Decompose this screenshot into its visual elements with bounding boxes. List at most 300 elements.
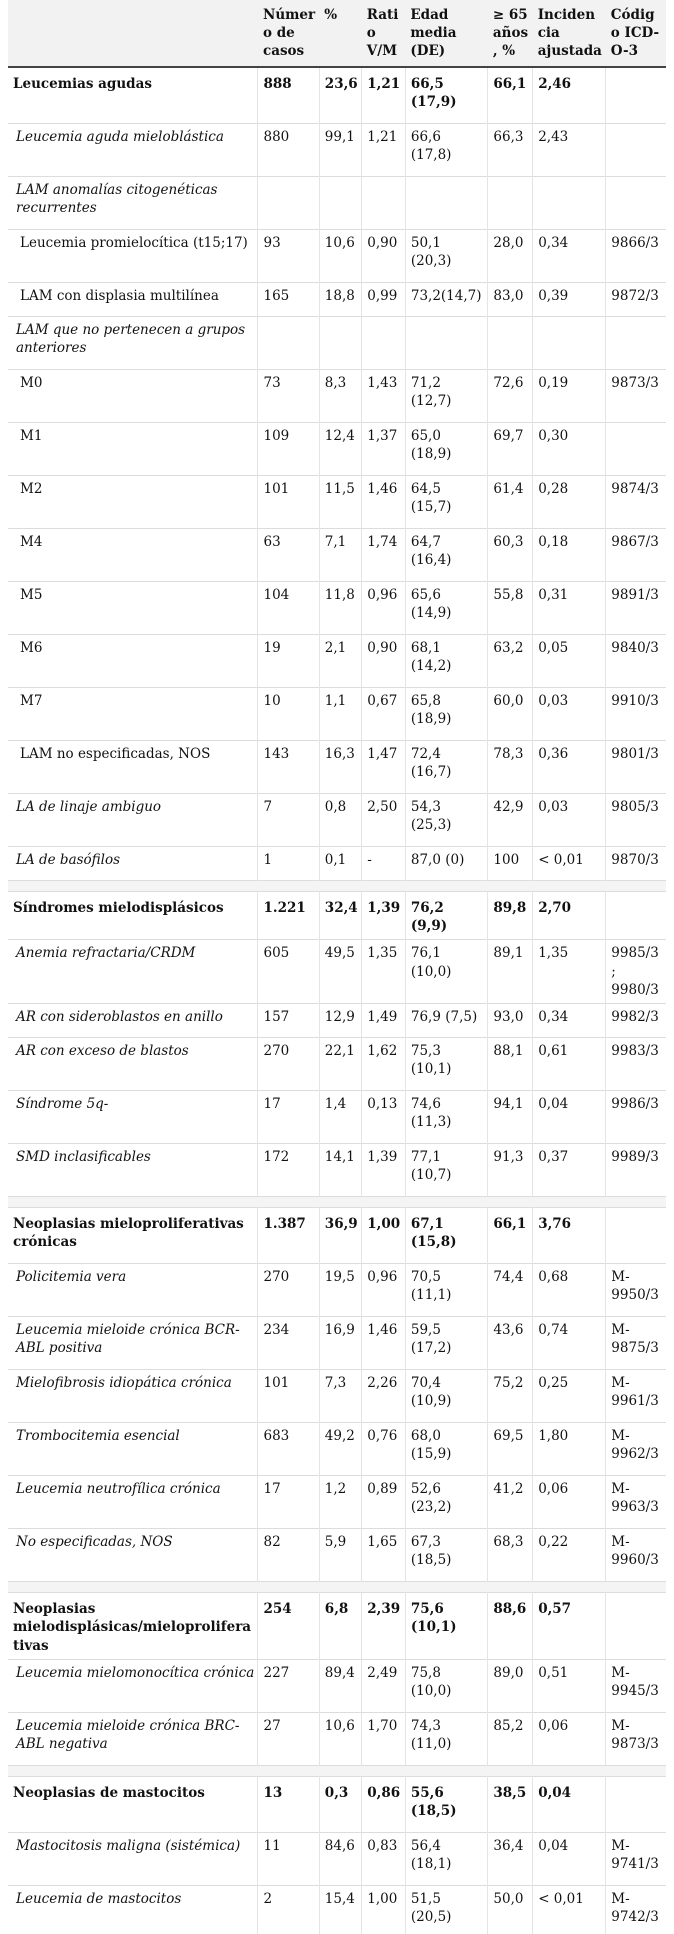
cell-percent: 1,2 [319, 1476, 361, 1529]
cell-icd-code: 9805/3 [606, 794, 666, 847]
table-row [8, 582, 666, 635]
cell-cases: 605 [258, 940, 319, 1004]
cell-over-65: 36,4 [488, 1832, 533, 1885]
cell-ratio: 2,26 [362, 1370, 406, 1423]
cell-cases: 270 [258, 1038, 319, 1091]
cell-percent: 2,1 [319, 635, 361, 688]
cell-ratio: 1,37 [362, 423, 406, 476]
cell-ratio: 0,96 [362, 1264, 406, 1317]
cell-icd-code: M-9963/3 [606, 1476, 666, 1529]
cell-icd-code: 9866/3 [606, 230, 666, 283]
cell-category: M2 [8, 476, 258, 529]
cell-incidence: 0,22 [533, 1529, 606, 1582]
cell-icd-code: M-9961/3 [606, 1370, 666, 1423]
cell-ratio: 1,39 [362, 892, 406, 940]
cell-over-65: 88,1 [488, 1038, 533, 1091]
cell-incidence: 2,70 [533, 892, 606, 940]
cell-cases: 93 [258, 230, 319, 283]
cell-ratio: 1,39 [362, 1144, 406, 1197]
spacer-cell [8, 1197, 666, 1208]
cell-category: LA de basófilos [8, 847, 258, 881]
cell-category: M5 [8, 582, 258, 635]
cell-percent: 8,3 [319, 370, 361, 423]
cell-percent: 18,8 [319, 283, 361, 317]
cell-category: LAM no especificadas, NOS [8, 741, 258, 794]
cell-cases: 165 [258, 283, 319, 317]
cell-over-65: 60,3 [488, 529, 533, 582]
cell-icd-code: 9870/3 [606, 847, 666, 881]
cell-over-65: 93,0 [488, 1004, 533, 1038]
cell-incidence: 2,43 [533, 124, 606, 177]
cell-over-65: 72,6 [488, 370, 533, 423]
cell-over-65: 85,2 [488, 1712, 533, 1765]
table-row [8, 1038, 666, 1091]
cell-incidence: 0,34 [533, 230, 606, 283]
table-row [8, 476, 666, 529]
cell-cases: 82 [258, 1529, 319, 1582]
cell-incidence: 0,37 [533, 1144, 606, 1197]
cell-mean-age: 65,0 (18,9) [405, 423, 488, 476]
cell-ratio: 1,62 [362, 1038, 406, 1091]
spacer-cell [8, 1582, 666, 1593]
cell-cases: 270 [258, 1264, 319, 1317]
cell-incidence: 0,25 [533, 1370, 606, 1423]
cell-mean-age: 71,2 (12,7) [405, 370, 488, 423]
cell-over-65: 69,5 [488, 1423, 533, 1476]
cell-ratio: 1,00 [362, 1885, 406, 1934]
cell-icd-code: M-9873/3 [606, 1712, 666, 1765]
cell-cases: 234 [258, 1317, 319, 1370]
cell-mean-age: 68,1 (14,2) [405, 635, 488, 688]
cell-ratio: 0,99 [362, 283, 406, 317]
cell-over-65: 55,8 [488, 582, 533, 635]
cell-ratio: 1,35 [362, 940, 406, 1004]
cell-ratio: 2,50 [362, 794, 406, 847]
cell-category: Trombocitemia esencial [8, 1423, 258, 1476]
cell-percent: 6,8 [319, 1593, 361, 1660]
cell-incidence: 0,30 [533, 423, 606, 476]
cell-percent: 7,3 [319, 1370, 361, 1423]
cell-percent: 89,4 [319, 1659, 361, 1712]
cell-mean-age: 67,3 (18,5) [405, 1529, 488, 1582]
cell-over-65 [488, 177, 533, 230]
cell-ratio: 1,46 [362, 476, 406, 529]
cell-over-65: 38,5 [488, 1776, 533, 1832]
cell-category: LAM anomalías citogenéticas recurrentes [8, 177, 258, 230]
cell-cases: 13 [258, 1776, 319, 1832]
cell-cases [258, 177, 319, 230]
cell-percent: 19,5 [319, 1264, 361, 1317]
cell-cases: 1 [258, 847, 319, 881]
cell-ratio: 1,00 [362, 1208, 406, 1264]
cell-over-65: 78,3 [488, 741, 533, 794]
cell-over-65: 43,6 [488, 1317, 533, 1370]
table-row [8, 423, 666, 476]
cell-mean-age: 74,3 (11,0) [405, 1712, 488, 1765]
cell-percent: 5,9 [319, 1529, 361, 1582]
cell-category: Leucemia mieloide crónica BRC-ABL negativa [8, 1712, 258, 1765]
cell-percent: 16,3 [319, 741, 361, 794]
cell-over-65: 28,0 [488, 230, 533, 283]
cell-percent: 99,1 [319, 124, 361, 177]
cell-category: Policitemia vera [8, 1264, 258, 1317]
table-row [8, 794, 666, 847]
cell-icd-code: 9985/3; 9980/3 [606, 940, 666, 1004]
table-row [8, 317, 666, 370]
group-row [8, 67, 666, 124]
table-row [8, 1317, 666, 1370]
cell-incidence: 0,34 [533, 1004, 606, 1038]
cell-incidence [533, 317, 606, 370]
cell-ratio: 0,67 [362, 688, 406, 741]
cell-percent: 11,8 [319, 582, 361, 635]
cell-incidence: 0,51 [533, 1659, 606, 1712]
cell-mean-age: 55,6 (18,5) [405, 1776, 488, 1832]
cell-mean-age: 76,9 (7,5) [405, 1004, 488, 1038]
cell-cases: 227 [258, 1659, 319, 1712]
cell-percent: 32,4 [319, 892, 361, 940]
group-row [8, 1593, 666, 1660]
cell-percent: 84,6 [319, 1832, 361, 1885]
cell-cases: 7 [258, 794, 319, 847]
cell-cases: 143 [258, 741, 319, 794]
cell-mean-age: 67,1 (15,8) [405, 1208, 488, 1264]
table-row [8, 1885, 666, 1934]
cell-ratio [362, 177, 406, 230]
section-spacer [8, 1765, 666, 1776]
cell-ratio: 0,90 [362, 230, 406, 283]
cell-over-65: 75,2 [488, 1370, 533, 1423]
data-table-container [8, 0, 666, 1934]
cell-over-65: 66,3 [488, 124, 533, 177]
cell-icd-code: M-9875/3 [606, 1317, 666, 1370]
cell-category: Neoplasias de mastocitos [8, 1776, 258, 1832]
cell-incidence: < 0,01 [533, 847, 606, 881]
table-row [8, 230, 666, 283]
cell-category: Neoplasias mieloproliferativas crónicas [8, 1208, 258, 1264]
header-cell-over-65: ≥ 65 años, % [488, 0, 533, 67]
cell-icd-code: M-9945/3 [606, 1659, 666, 1712]
cell-ratio: 1,21 [362, 124, 406, 177]
table-row [8, 1529, 666, 1582]
spacer-cell [8, 881, 666, 892]
cell-cases: 10 [258, 688, 319, 741]
table-row [8, 1091, 666, 1144]
cell-mean-age: 64,7 (16,4) [405, 529, 488, 582]
cell-over-65: 74,4 [488, 1264, 533, 1317]
cell-over-65: 83,0 [488, 283, 533, 317]
cell-mean-age [405, 317, 488, 370]
cell-percent: 12,9 [319, 1004, 361, 1038]
table-body [8, 67, 666, 1934]
cell-mean-age: 65,6 (14,9) [405, 582, 488, 635]
cell-incidence: 1,35 [533, 940, 606, 1004]
cell-cases: 27 [258, 1712, 319, 1765]
table-row [8, 283, 666, 317]
cell-incidence: 3,76 [533, 1208, 606, 1264]
cell-ratio [362, 317, 406, 370]
cell-icd-code [606, 1208, 666, 1264]
header-cell-cases: Número de casos [258, 0, 319, 67]
header-cell-percent: % [319, 0, 361, 67]
cell-incidence: 0,61 [533, 1038, 606, 1091]
cell-incidence: 0,06 [533, 1712, 606, 1765]
cell-mean-age: 56,4 (18,1) [405, 1832, 488, 1885]
cell-category: LA de linaje ambiguo [8, 794, 258, 847]
cell-cases [258, 317, 319, 370]
cell-percent: 1,4 [319, 1091, 361, 1144]
table-row [8, 1423, 666, 1476]
cell-ratio: 0,13 [362, 1091, 406, 1144]
cell-ratio: 1,43 [362, 370, 406, 423]
table-row [8, 1712, 666, 1765]
cell-percent [319, 177, 361, 230]
cell-percent: 10,6 [319, 230, 361, 283]
cell-category: Leucemia de mastocitos [8, 1885, 258, 1934]
cell-incidence: 0,31 [533, 582, 606, 635]
cell-mean-age: 75,6 (10,1) [405, 1593, 488, 1660]
cell-cases: 17 [258, 1091, 319, 1144]
cell-cases: 172 [258, 1144, 319, 1197]
cell-percent: 49,5 [319, 940, 361, 1004]
table-row [8, 1832, 666, 1885]
cell-category: Leucemia promielocítica (t15;17) [8, 230, 258, 283]
cell-icd-code [606, 1593, 666, 1660]
cell-cases: 1.221 [258, 892, 319, 940]
cell-cases: 683 [258, 1423, 319, 1476]
section-spacer [8, 1582, 666, 1593]
cell-percent: 11,5 [319, 476, 361, 529]
cell-percent: 16,9 [319, 1317, 361, 1370]
cell-ratio: 0,89 [362, 1476, 406, 1529]
cell-over-65: 66,1 [488, 1208, 533, 1264]
cell-icd-code: 9873/3 [606, 370, 666, 423]
section-spacer [8, 881, 666, 892]
cell-category: AR con exceso de blastos [8, 1038, 258, 1091]
cell-incidence: 0,74 [533, 1317, 606, 1370]
group-row [8, 1208, 666, 1264]
cell-cases: 1.387 [258, 1208, 319, 1264]
cell-ratio: 2,49 [362, 1659, 406, 1712]
cell-incidence: 0,36 [533, 741, 606, 794]
cell-ratio: 0,83 [362, 1832, 406, 1885]
cell-icd-code: 9982/3 [606, 1004, 666, 1038]
cell-ratio: 0,76 [362, 1423, 406, 1476]
cell-ratio: 0,90 [362, 635, 406, 688]
cell-icd-code: M-9962/3 [606, 1423, 666, 1476]
cell-category: LAM que no pertenecen a grupos anteriores [8, 317, 258, 370]
cell-mean-age: 87,0 (0) [405, 847, 488, 881]
cell-icd-code: 9874/3 [606, 476, 666, 529]
cell-percent: 23,6 [319, 67, 361, 124]
cell-incidence: 0,39 [533, 283, 606, 317]
table-row [8, 1370, 666, 1423]
cell-icd-code: 9867/3 [606, 529, 666, 582]
cell-icd-code: 9840/3 [606, 635, 666, 688]
cell-icd-code [606, 317, 666, 370]
cell-category: M0 [8, 370, 258, 423]
cell-percent: 22,1 [319, 1038, 361, 1091]
header-cell-ratio: Ratio V/M [362, 0, 406, 67]
cell-category: Síndrome 5q- [8, 1091, 258, 1144]
cell-incidence: 0,06 [533, 1476, 606, 1529]
cell-category: Mielofibrosis idiopática crónica [8, 1370, 258, 1423]
cell-mean-age: 66,6 (17,8) [405, 124, 488, 177]
cell-over-65: 63,2 [488, 635, 533, 688]
table-row [8, 1659, 666, 1712]
cell-mean-age: 75,3 (10,1) [405, 1038, 488, 1091]
cell-mean-age: 50,1 (20,3) [405, 230, 488, 283]
cell-icd-code: M-9950/3 [606, 1264, 666, 1317]
cell-over-65: 41,2 [488, 1476, 533, 1529]
cell-mean-age: 76,2 (9,9) [405, 892, 488, 940]
cell-icd-code: 9872/3 [606, 283, 666, 317]
cell-cases: 19 [258, 635, 319, 688]
cell-ratio: 0,86 [362, 1776, 406, 1832]
cell-category: Anemia refractaria/CRDM [8, 940, 258, 1004]
cell-icd-code: M-9742/3 [606, 1885, 666, 1934]
cell-over-65: 94,1 [488, 1091, 533, 1144]
cell-cases: 880 [258, 124, 319, 177]
cell-cases: 2 [258, 1885, 319, 1934]
cell-icd-code [606, 177, 666, 230]
cell-incidence: 0,04 [533, 1832, 606, 1885]
section-spacer [8, 1197, 666, 1208]
cell-percent: 36,9 [319, 1208, 361, 1264]
cell-percent: 0,1 [319, 847, 361, 881]
cell-over-65: 91,3 [488, 1144, 533, 1197]
cell-ratio: 1,65 [362, 1529, 406, 1582]
cell-cases: 11 [258, 1832, 319, 1885]
cell-over-65: 100 [488, 847, 533, 881]
table-row [8, 847, 666, 881]
cell-mean-age: 74,6 (11,3) [405, 1091, 488, 1144]
cell-category: M6 [8, 635, 258, 688]
cell-mean-age: 73,2(14,7) [405, 283, 488, 317]
cell-cases: 101 [258, 476, 319, 529]
cell-ratio: 2,39 [362, 1593, 406, 1660]
cell-icd-code: 9891/3 [606, 582, 666, 635]
cell-ratio: - [362, 847, 406, 881]
cell-incidence: 0,19 [533, 370, 606, 423]
cell-over-65: 61,4 [488, 476, 533, 529]
cell-percent: 0,8 [319, 794, 361, 847]
cell-percent: 1,1 [319, 688, 361, 741]
cell-mean-age: 65,8 (18,9) [405, 688, 488, 741]
cell-incidence: 0,05 [533, 635, 606, 688]
cell-cases: 101 [258, 1370, 319, 1423]
cell-cases: 109 [258, 423, 319, 476]
cell-percent: 12,4 [319, 423, 361, 476]
table-row [8, 370, 666, 423]
cell-percent: 49,2 [319, 1423, 361, 1476]
cell-mean-age: 51,5 (20,5) [405, 1885, 488, 1934]
cell-mean-age: 75,8 (10,0) [405, 1659, 488, 1712]
cell-over-65: 42,9 [488, 794, 533, 847]
cell-ratio: 1,46 [362, 1317, 406, 1370]
cell-over-65 [488, 317, 533, 370]
table-row [8, 177, 666, 230]
header-cell-icd-code: Código ICD-O-3 [606, 0, 666, 67]
cell-incidence: 1,80 [533, 1423, 606, 1476]
cell-cases: 17 [258, 1476, 319, 1529]
cell-mean-age [405, 177, 488, 230]
cell-incidence: 0,18 [533, 529, 606, 582]
cell-category: SMD inclasificables [8, 1144, 258, 1197]
cell-icd-code: 9989/3 [606, 1144, 666, 1197]
cell-mean-age: 64,5 (15,7) [405, 476, 488, 529]
cell-incidence: 0,57 [533, 1593, 606, 1660]
cell-mean-age: 70,4 (10,9) [405, 1370, 488, 1423]
cell-icd-code [606, 1776, 666, 1832]
cell-incidence: 0,28 [533, 476, 606, 529]
cell-percent: 10,6 [319, 1712, 361, 1765]
cell-category: Síndromes mielodisplásicos [8, 892, 258, 940]
cell-icd-code: 9910/3 [606, 688, 666, 741]
table-row [8, 1476, 666, 1529]
group-row [8, 892, 666, 940]
cell-mean-age: 77,1 (10,7) [405, 1144, 488, 1197]
cell-ratio: 1,49 [362, 1004, 406, 1038]
cell-over-65: 60,0 [488, 688, 533, 741]
table-row [8, 635, 666, 688]
cell-mean-age: 54,3 (25,3) [405, 794, 488, 847]
cell-category: Leucemias agudas [8, 67, 258, 124]
cell-category: Neoplasias mielodisplásicas/mieloproliferativas [8, 1593, 258, 1660]
header-cell-mean-age: Edad media (DE) [405, 0, 488, 67]
cell-incidence: 0,04 [533, 1091, 606, 1144]
table-row [8, 1004, 666, 1038]
cell-ratio: 1,21 [362, 67, 406, 124]
cell-cases: 73 [258, 370, 319, 423]
cell-incidence: < 0,01 [533, 1885, 606, 1934]
cell-percent: 15,4 [319, 1885, 361, 1934]
table-header [8, 0, 666, 67]
cell-cases: 254 [258, 1593, 319, 1660]
cell-icd-code [606, 67, 666, 124]
cell-over-65: 89,0 [488, 1659, 533, 1712]
table-row [8, 940, 666, 1004]
cell-mean-age: 52,6 (23,2) [405, 1476, 488, 1529]
cell-over-65: 69,7 [488, 423, 533, 476]
cell-category: No especificadas, NOS [8, 1529, 258, 1582]
cell-category: LAM con displasia multilínea [8, 283, 258, 317]
cell-category: Leucemia mieloide crónica BCR-ABL positiva [8, 1317, 258, 1370]
cell-ratio: 1,47 [362, 741, 406, 794]
cell-mean-age: 59,5 (17,2) [405, 1317, 488, 1370]
cell-incidence: 0,03 [533, 794, 606, 847]
cell-category: Leucemia mielomonocítica crónica [8, 1659, 258, 1712]
cell-incidence: 0,04 [533, 1776, 606, 1832]
cell-category: M1 [8, 423, 258, 476]
cell-icd-code: M-9741/3 [606, 1832, 666, 1885]
cell-over-65: 88,6 [488, 1593, 533, 1660]
table-row [8, 124, 666, 177]
cell-cases: 888 [258, 67, 319, 124]
cell-cases: 104 [258, 582, 319, 635]
cell-icd-code: 9986/3 [606, 1091, 666, 1144]
cell-category: Mastocitosis maligna (sistémica) [8, 1832, 258, 1885]
cell-over-65: 68,3 [488, 1529, 533, 1582]
cell-incidence: 0,68 [533, 1264, 606, 1317]
cell-icd-code: 9801/3 [606, 741, 666, 794]
group-row [8, 1776, 666, 1832]
header-cell-category [8, 0, 258, 67]
cell-ratio: 1,74 [362, 529, 406, 582]
cell-percent: 14,1 [319, 1144, 361, 1197]
cell-cases: 157 [258, 1004, 319, 1038]
cell-category: Leucemia aguda mieloblástica [8, 124, 258, 177]
